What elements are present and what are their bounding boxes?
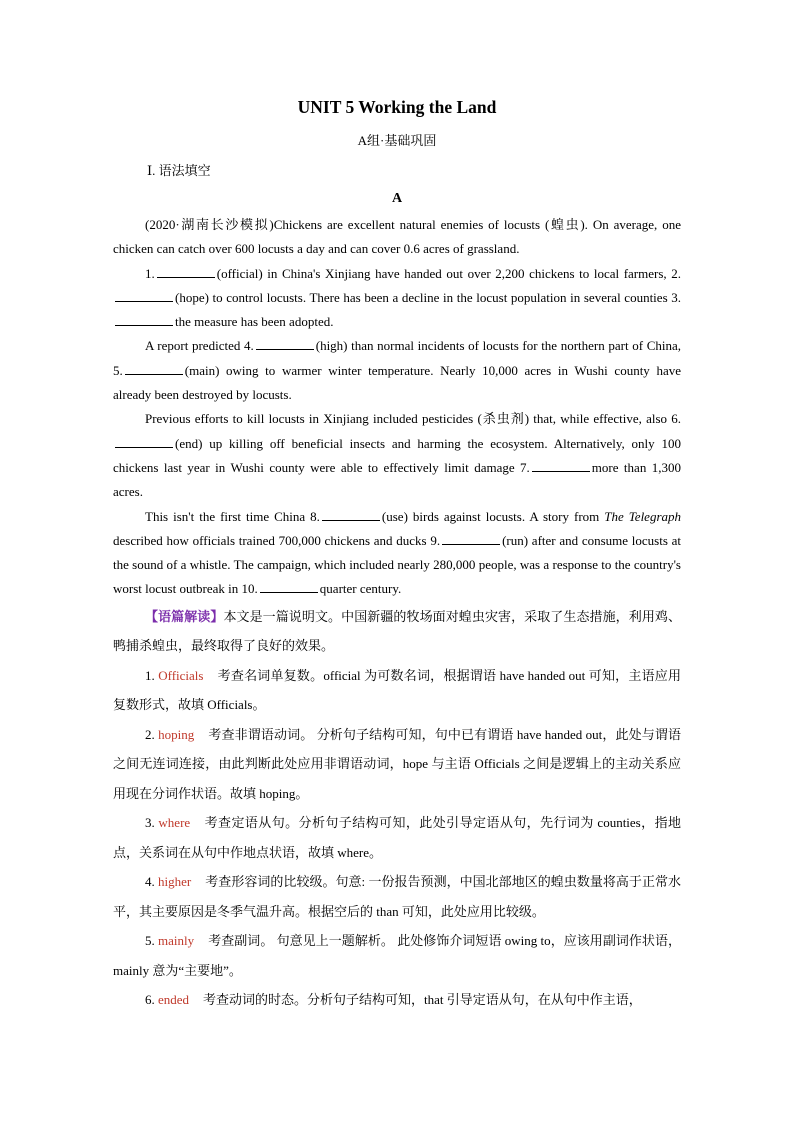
answer-explanation: 考查非谓语动词。 分析句子结构可知，句中已有谓语 have handed out，此处与谓语之间无连词连接，由此判断此处应用非谓语动词，hope 与主语 Officials 之间是逻辑上的主动关系应用现在分词作状语。故填 hoping。 <box>113 726 681 801</box>
answer-blank-7[interactable] <box>532 459 590 472</box>
passage-explanation <box>113 602 681 661</box>
answer-explanation: 考查形容词的比较级。句意: 一份报告预测，中国北部地区的蝗虫数量将高于正常水平，其主要原因是冬季气温升高。根据空后的 than 可知，此处应用比较级。 <box>113 874 681 919</box>
answer-word: where <box>158 815 191 831</box>
passage-text: (use) birds against locusts. A story from <box>381 508 600 524</box>
answer-explanation: 考查定语从句。分析句子结构可知，此处引导定语从句，先行词为 counties，指地点，关系词在从句中作地点状语，故填 where。 <box>113 815 681 860</box>
answer-number: 3. <box>145 815 155 831</box>
answer-item-3 <box>113 808 681 867</box>
answer-blank-10[interactable] <box>260 580 318 593</box>
answer-number: 4. <box>145 874 155 890</box>
answer-blank-6[interactable] <box>115 435 173 448</box>
answer-blank-2[interactable] <box>115 289 173 302</box>
passage-paragraph-5 <box>113 505 681 602</box>
passage-text: This isn't the first time China 8. <box>145 508 320 524</box>
answer-word: Officials <box>158 667 204 683</box>
answer-word: higher <box>158 874 192 890</box>
document-content <box>113 92 681 1015</box>
passage-text: the measure has been adopted. <box>175 314 334 330</box>
publication-title: The Telegraph <box>604 508 682 524</box>
passage-paragraph-4 <box>113 407 681 504</box>
answer-blank-9[interactable] <box>442 532 500 545</box>
answer-explanation: 考查名词单复数。official 为可数名词，根据谓语 have handed out 可知，主语应用复数形式，故填 Officials。 <box>113 667 682 713</box>
passage-text: Previous efforts to kill locusts in Xinjiang included pesticides (杀虫剂) that, while effective, also 6. <box>145 411 681 427</box>
passage-text: (hope) to control locusts. There has been a decline in the locust population in several counties 3. <box>175 289 681 305</box>
page-title: UNIT 5 Working the Land <box>297 97 497 117</box>
answer-word: hoping <box>158 726 195 742</box>
passage-paragraph-2 <box>113 262 681 335</box>
passage-text: quarter century. <box>319 581 402 597</box>
passage-text: (run) after and consume locusts at the sound of a whistle. The campaign, which included nearly 280,000 people, was a response to the country's worst locust outbreak in 10. <box>113 532 681 597</box>
explanation-text: 本文是一篇说明文。中国新疆的牧场面对蝗虫灾害，采取了生态措施，利用鸡、鸭捕杀蝗虫，最终取得了良好的效果。 <box>113 608 681 654</box>
passage-paragraph-3 <box>113 334 681 407</box>
passage-label: A <box>391 191 403 206</box>
passage-text: (main) owing to warmer winter temperature. Nearly 10,000 acres in Wushi county have already been destroyed by locusts. <box>113 362 681 403</box>
answer-number: 2. <box>145 726 155 742</box>
group-heading: A组·基础巩固 <box>357 133 437 148</box>
answer-item-6 <box>113 985 681 1015</box>
passage-text: more than 1,300 acres. <box>113 459 681 500</box>
answer-blank-4[interactable] <box>256 337 314 350</box>
passage-text: (end) up killing off beneficial insects and harming the ecosystem. Alternatively, only 100 chickens last year in Wushi county were able to effectively limit damage 7. <box>113 435 681 475</box>
answer-blank-3[interactable] <box>115 313 173 326</box>
answer-word: ended <box>158 992 190 1008</box>
answer-number: 6. <box>145 992 155 1008</box>
passage-text: (2020·湖南长沙模拟)Chickens are excellent natural enemies of locusts (蝗虫). On average, one chicken can catch over 600 locusts a day and can cover 0.6 acres of grassland. <box>113 217 681 257</box>
answer-blank-8[interactable] <box>322 508 380 521</box>
passage-text: described how officials trained 700,000 chickens and ducks 9. <box>113 532 441 548</box>
answer-number: 5. <box>145 933 155 949</box>
answer-item-5 <box>113 926 681 985</box>
answer-explanation: 考查动词的时态。分析句子结构可知，that 引导定语从句，在从句中作主语， <box>203 992 642 1008</box>
answer-number: 1. <box>145 667 155 683</box>
blank-number: 1. <box>145 265 155 281</box>
section-heading: Ⅰ. 语法填空 <box>147 163 211 178</box>
answer-item-4 <box>113 867 681 926</box>
answer-blank-1[interactable] <box>157 265 215 278</box>
explanation-label: 【语篇解读】 <box>145 608 224 624</box>
passage-paragraph-1 <box>113 213 681 262</box>
answer-word: mainly <box>158 933 195 949</box>
passage-text: (official) in China's Xinjiang have handed out over 2,200 chickens to local farmers, 2. <box>216 265 681 281</box>
passage-text: A report predicted 4. <box>145 338 254 354</box>
answer-item-2 <box>113 720 681 809</box>
answer-blank-5[interactable] <box>125 362 183 375</box>
answer-explanation: 考查副词。 句意见上一题解析。 此处修饰介词短语 owing to，应该用副词作状语，mainly 意为“主要地”。 <box>113 933 682 978</box>
passage-text: (high) than normal incidents of locusts for the northern part of China, 5. <box>113 338 681 378</box>
answer-item-1 <box>113 661 681 720</box>
